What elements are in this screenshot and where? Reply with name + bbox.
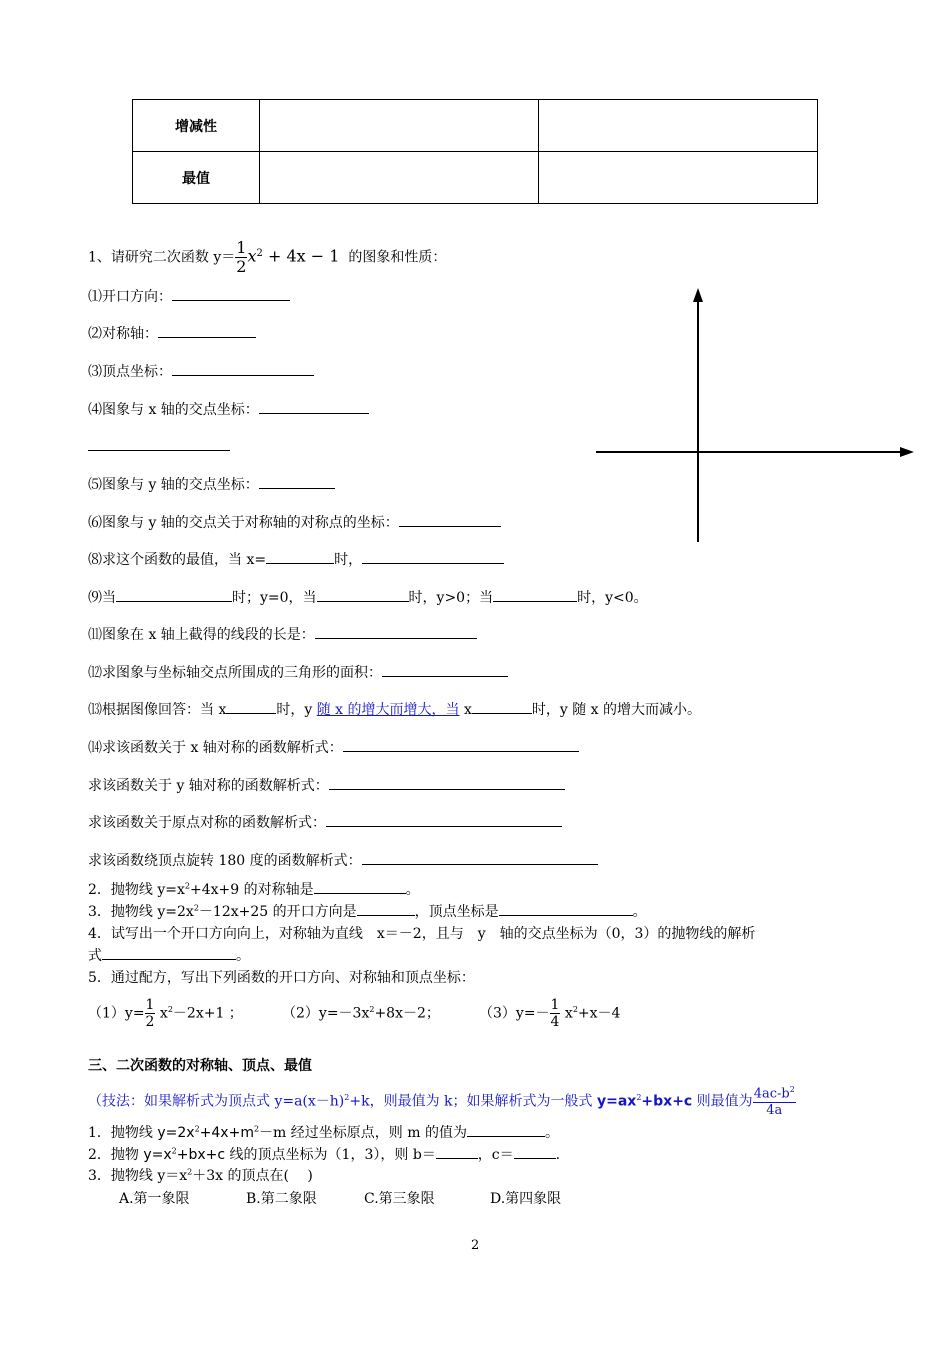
properties-table: [132, 99, 818, 204]
option-a[interactable]: A.第一象限: [119, 1191, 190, 1207]
item-9: ⑼当 时；y=0，当 时，y>0；当 时，y<0。: [88, 587, 648, 607]
answer-blank[interactable]: [399, 512, 501, 527]
answer-blank[interactable]: [116, 587, 232, 602]
item-14b: 求该函数关于 y 轴对称的函数解析式：: [88, 775, 565, 795]
option-b[interactable]: B.第二象限: [246, 1191, 317, 1207]
item-13: ⒀根据图像回答：当 x 时，y 随 x 的增大而增大，当 x 时，y 随 x 的增大而减小。: [88, 699, 701, 719]
answer-blank[interactable]: [102, 945, 236, 960]
page-number: 2: [471, 1238, 480, 1253]
answer-blank[interactable]: [436, 1144, 478, 1159]
item-3: ⑶顶点坐标：: [88, 361, 314, 381]
answer-blank[interactable]: [226, 699, 276, 714]
answer-blank[interactable]: [343, 737, 579, 752]
technique-tip: （技法：如果解析式为顶点式 $y=a(x-h)^2+k$，则最值为 k；如果解析式为一般式 $y=ax^2+bx+c$ 则最值为 $\frac{4ac-b^2}{4a}$: [88, 1085, 795, 1118]
item-4: ⑷图象与 x 轴的交点坐标：: [88, 399, 369, 419]
answer-blank[interactable]: [266, 549, 334, 564]
section3-question-3: 3．抛物线 $y=x^2+3x$ 的顶点在( ): [88, 1167, 313, 1184]
section3-question-2: 2．抛物 $y=x^2+bx+c$ 线的顶点坐标为（1，3），则 b＝ ，c＝ .: [88, 1144, 560, 1164]
answer-blank[interactable]: [382, 662, 508, 677]
question-5-part-1: （1）y= $\frac{1}{2}$ $x^2-2x+1$ ；: [88, 997, 243, 1031]
answer-blank[interactable]: [315, 624, 477, 639]
answer-blank[interactable]: [259, 474, 335, 489]
fraction: $\frac{1}{2}$: [145, 997, 155, 1031]
item-1: ⑴开口方向：: [88, 286, 290, 306]
hyperlink-text[interactable]: 随 x 的增大而增大，当: [316, 702, 460, 718]
question-5-part-2: $(2)y=-3x^2+8x-2$；: [282, 1005, 440, 1022]
answer-blank[interactable]: [493, 587, 577, 602]
item-12: ⑿求图象与坐标轴交点所围成的三角形的面积：: [88, 662, 508, 682]
answer-blank[interactable]: [362, 850, 598, 865]
item-5: ⑸图象与 y 轴的交点坐标：: [88, 474, 335, 494]
answer-blank[interactable]: [314, 879, 406, 894]
answer-blank[interactable]: [158, 323, 256, 338]
answer-blank[interactable]: [317, 587, 409, 602]
question-4-line2: 式 。: [88, 945, 250, 965]
item-14: ⒁求该函数关于 x 轴对称的函数解析式：: [88, 737, 579, 757]
section-title: 三、二次函数的对称轴、顶点、最值: [88, 1058, 312, 1074]
coordinate-axes: [590, 282, 920, 547]
table-cell[interactable]: [539, 152, 818, 204]
option-d[interactable]: D.第四象限: [490, 1191, 562, 1207]
answer-blank[interactable]: [172, 361, 314, 376]
answer-blank[interactable]: [88, 436, 230, 451]
fraction: $\frac{1}{4}$: [550, 997, 560, 1031]
answer-blank[interactable]: [514, 1144, 556, 1159]
item-11: ⑾图象在 x 轴上截得的线段的长是：: [88, 624, 477, 644]
table-cell[interactable]: [539, 100, 818, 152]
y-axis-arrow-icon: [693, 288, 703, 302]
x-axis-arrow-icon: [900, 447, 914, 457]
option-c[interactable]: C.第三象限: [364, 1191, 435, 1207]
answer-blank[interactable]: [172, 286, 290, 301]
question-5: 5．通过配方，写出下列函数的开口方向、对称轴和顶点坐标：: [88, 970, 475, 986]
table-row-label: 增减性: [133, 100, 260, 152]
item-8: ⑻求这个函数的最值，当 x= 时，: [88, 549, 504, 569]
question-1: 1、请研究二次函数 y＝ $\frac{1}{2}$ $x^2 + 4x - 1$ 的图象和性质：: [88, 238, 447, 277]
table-cell[interactable]: [260, 100, 539, 152]
item-14d: 求该函数绕顶点旋转 180 度的函数解析式：: [88, 850, 598, 870]
answer-blank[interactable]: [499, 901, 633, 916]
answer-blank[interactable]: [357, 901, 415, 916]
item-6: ⑹图象与 y 轴的交点关于对称轴的对称点的坐标：: [88, 512, 501, 532]
question-3: 3．抛物线 $y=2x^2-12x+25$ 的开口方向是 ，顶点坐标是 。: [88, 901, 647, 921]
answer-blank[interactable]: [259, 399, 369, 414]
question-5-part-3: （3）y=－ $\frac{1}{4}$ $x^2+x-4$: [479, 997, 621, 1031]
answer-blank[interactable]: [329, 775, 565, 790]
answer-blank[interactable]: [467, 1122, 545, 1137]
item-2: ⑵对称轴：: [88, 323, 256, 343]
answer-blank[interactable]: [326, 812, 562, 827]
section3-question-1: 1．抛物线 $y=2x^2+4x+m^2-m$ 经过坐标原点，则 m 的值为 。: [88, 1122, 559, 1142]
item-14c: 求该函数关于原点对称的函数解析式：: [88, 812, 562, 832]
question-4: 4．试写出一个开口方向向上，对称轴为直线 x＝－2，且与 y 轴的交点坐标为（0，3）的抛物线的解析: [88, 926, 756, 942]
answer-blank[interactable]: [472, 699, 532, 714]
fraction: $\frac{4ac-b^2}{4a}$: [753, 1085, 795, 1118]
item-4-continued: [88, 436, 230, 455]
answer-blank[interactable]: [362, 549, 504, 564]
table-row-label: 最值: [133, 152, 260, 204]
question-2: 2．抛物线 $y=x^2+4x+9$ 的对称轴是 。: [88, 879, 420, 899]
table-cell[interactable]: [260, 152, 539, 204]
fraction: $\frac{1}{2}$: [236, 238, 247, 277]
